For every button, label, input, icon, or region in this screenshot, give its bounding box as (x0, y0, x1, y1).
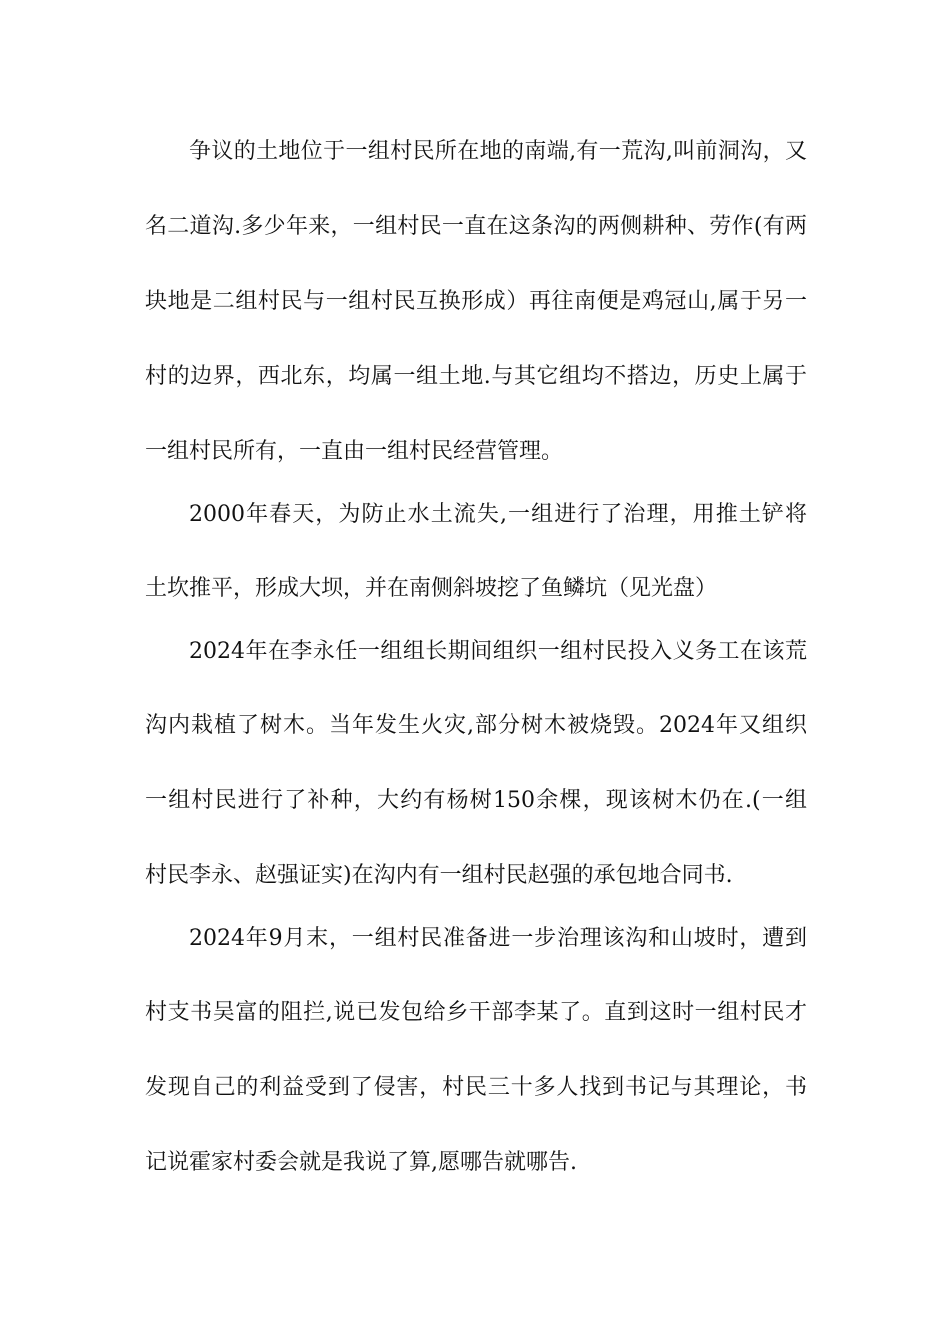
paragraph-1-line-1: 争议的土地位于一组村民所在地的南端,有一荒沟,叫前洞沟，又 (189, 139, 807, 164)
paragraph-1-line-2: 名二道沟.多少年来，一组村民一直在这条沟的两侧耕种、劳作(有两 (145, 214, 807, 239)
paragraph-3-line-4: 村民李永、赵强证实)在沟内有一组村民赵强的承包地合同书. (145, 863, 733, 888)
paragraph-1-line-3: 块地是二组村民与一组村民互换形成）再往南便是鸡冠山,属于另一 (145, 289, 807, 314)
paragraph-4-line-3: 发现自己的利益受到了侵害，村民三十多人找到书记与其理论，书 (145, 1075, 807, 1100)
paragraph-3-line-3: 一组村民进行了补种，大约有杨树150余棵，现该树木仍在.(一组 (145, 788, 807, 813)
paragraph-2-line-2: 土坎推平，形成大坝，并在南侧斜坡挖了鱼鳞坑（见光盘） (145, 576, 718, 601)
paragraph-1-line-4: 村的边界，西北东，均属一组土地.与其它组均不搭边，历史上属于 (145, 364, 807, 389)
paragraph-4-line-1: 2024年9月末，一组村民准备进一步治理该沟和山坡时，遭到 (189, 926, 807, 951)
paragraph-4-line-2: 村支书吴富的阻拦,说已发包给乡干部李某了。直到这时一组村民才 (145, 1000, 807, 1025)
paragraph-1-line-5: 一组村民所有，一直由一组村民经营管理。 (145, 439, 564, 464)
paragraph-3-line-1: 2024年在李永任一组组长期间组织一组村民投入义务工在该荒 (189, 639, 807, 664)
paragraph-2-line-1: 2000年春天，为防止水土流失,一组进行了治理，用推土铲将 (189, 502, 807, 527)
paragraph-4-line-4: 记说霍家村委会就是我说了算,愿哪告就哪告. (145, 1150, 577, 1175)
paragraph-3-line-2: 沟内栽植了树木。当年发生火灾,部分树木被烧毁。2024年又组织 (145, 713, 807, 738)
